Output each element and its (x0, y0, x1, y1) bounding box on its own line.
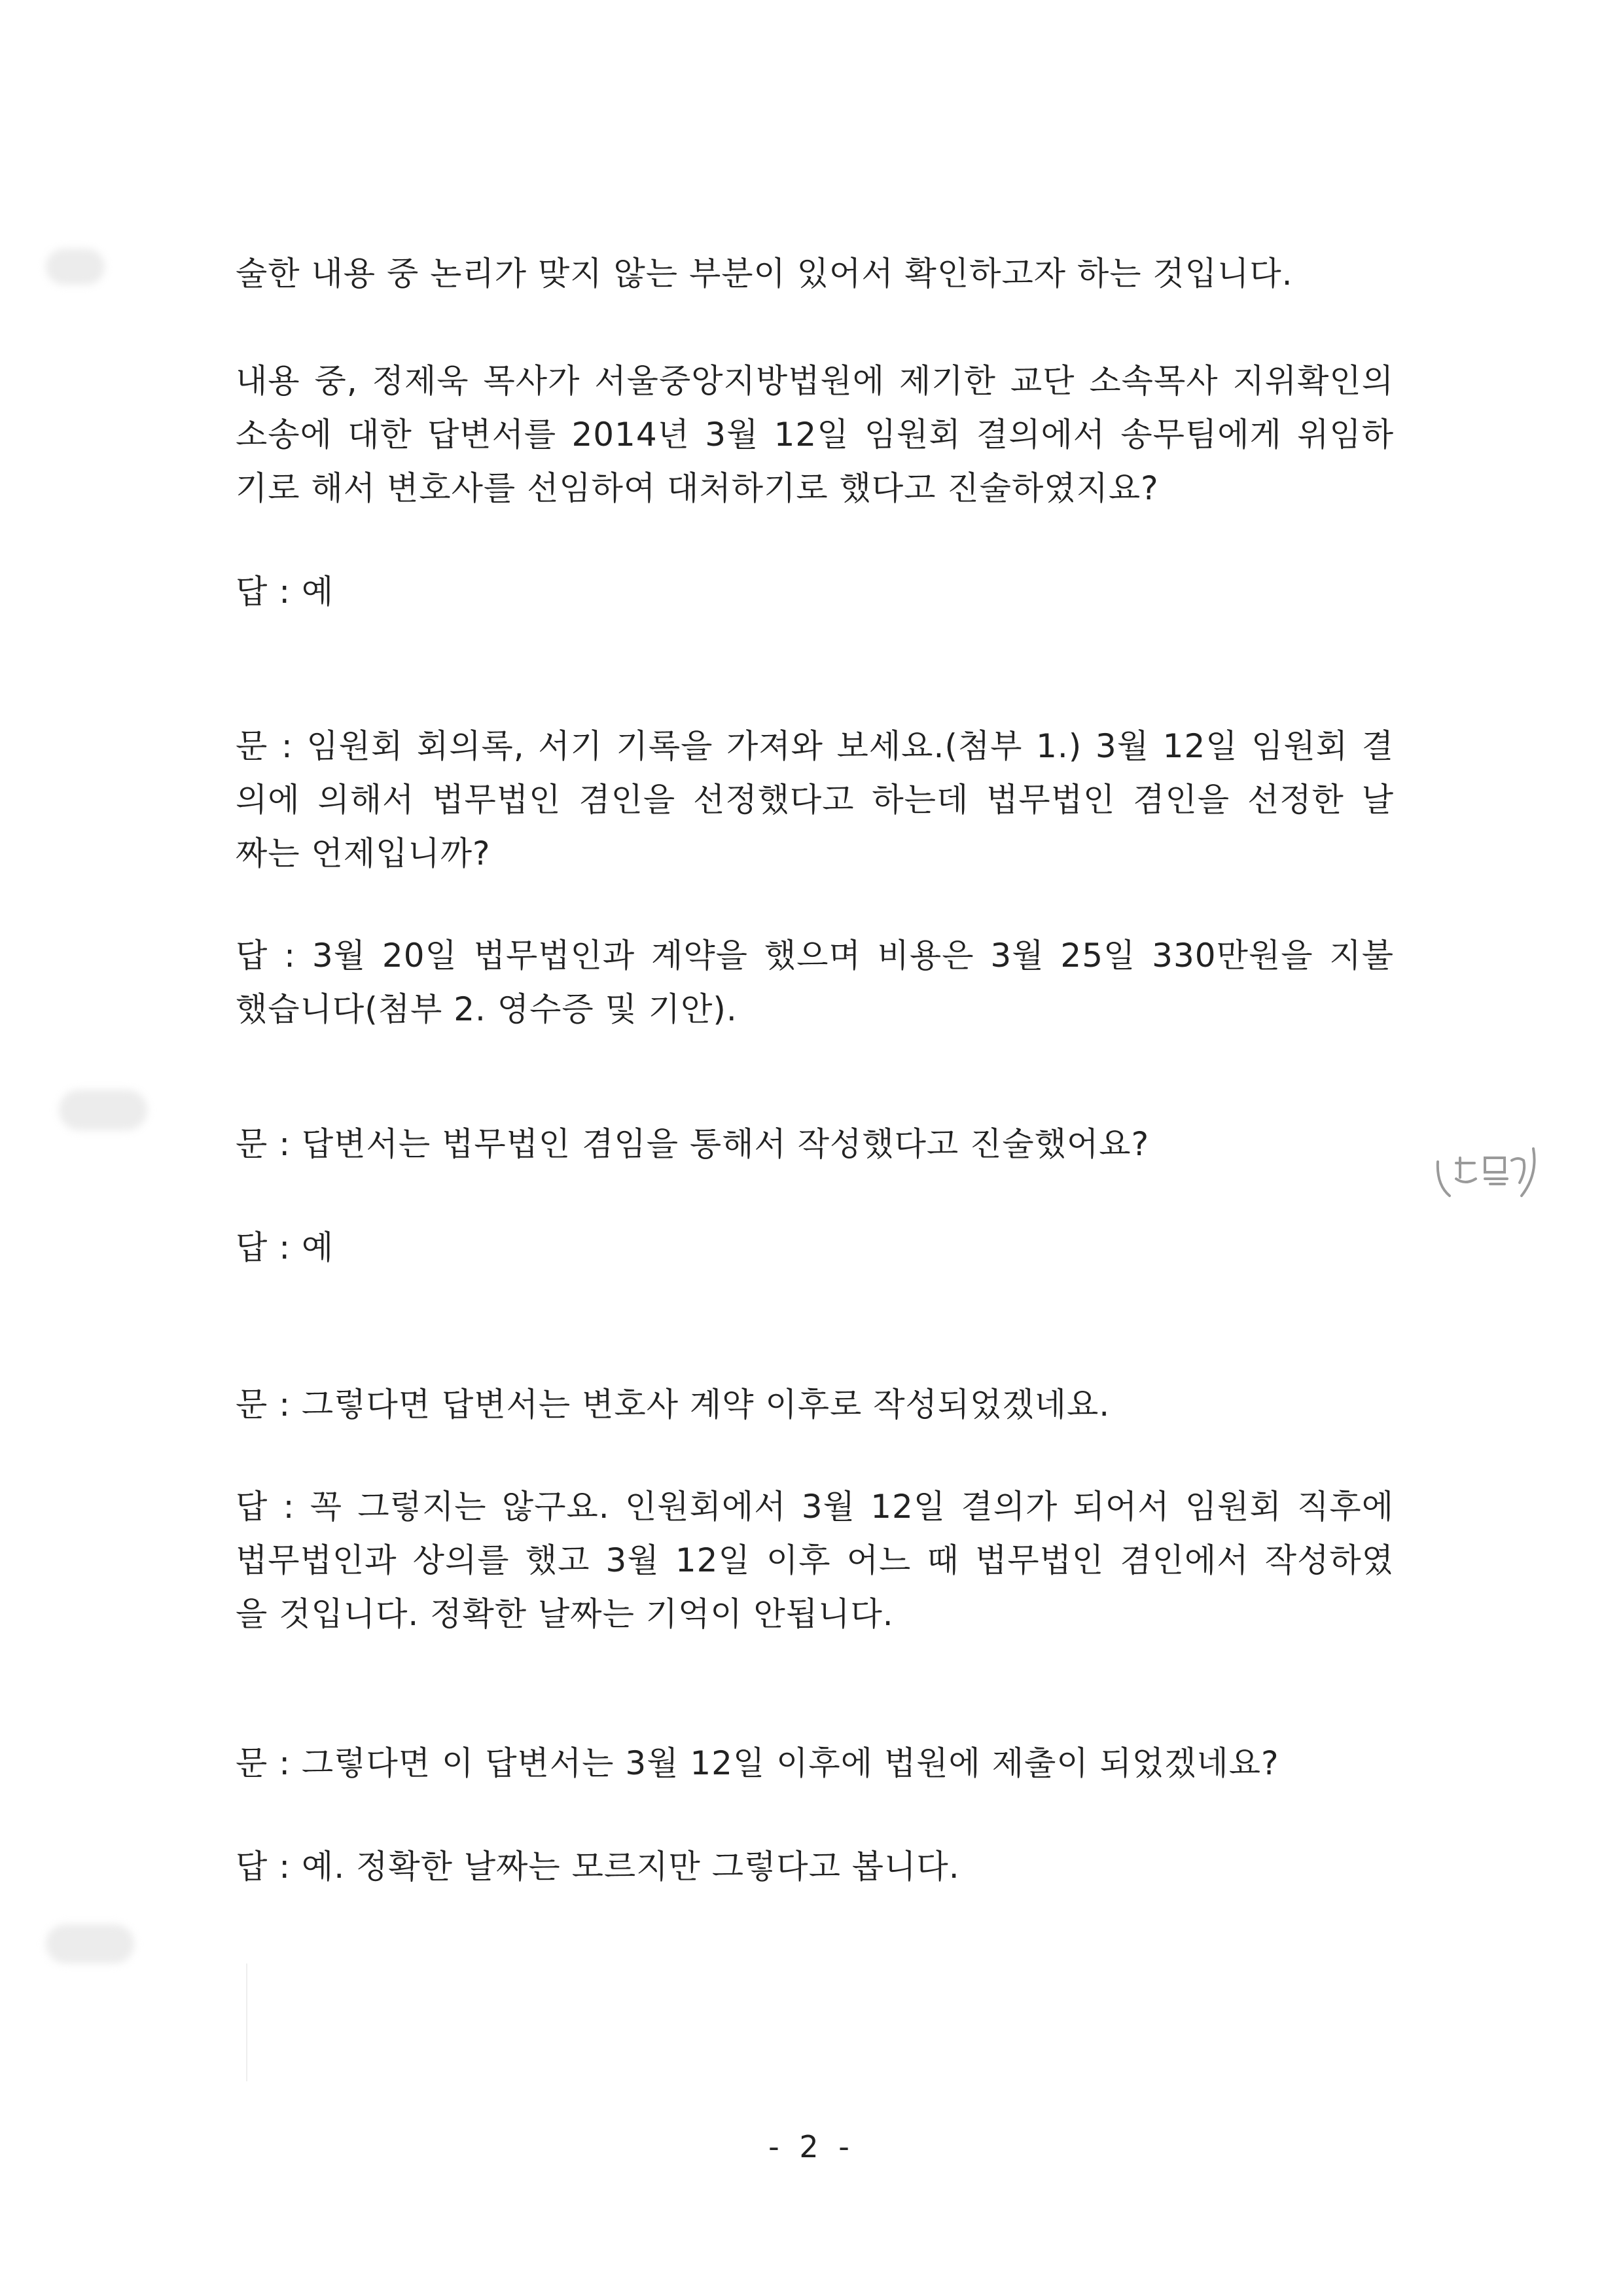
scan-margin-line (246, 1964, 247, 2081)
text-line: 의에 의해서 법무법인 겸인을 선정했다고 하는데 법무법인 겸인을 선정한 날 (236, 781, 1394, 819)
question-line: 문 : 답변서는 법무법인 겸임을 통해서 작성했다고 진술했어요? (236, 1125, 1150, 1163)
text-line: 했습니다(첨부 2. 영수증 및 기안). (236, 990, 738, 1028)
seal-stamp (1430, 1136, 1541, 1208)
answer-line: 답 : 예 (236, 1229, 334, 1266)
scan-smudge (59, 1090, 147, 1130)
text-line: 법무법인과 상의를 했고 3월 12일 이후 어느 때 법무법인 겸인에서 작성하였 (236, 1541, 1394, 1579)
answer-line: 답 : 꼭 그렇지는 않구요. 인원회에서 3월 12일 결의가 되어서 임원회 직후에 (236, 1488, 1394, 1526)
text-line: 을 것입니다. 정확한 날짜는 기억이 안됩니다. (236, 1595, 894, 1633)
question-line: 문 : 그렇다면 이 답변서는 3월 12일 이후에 법원에 제출이 되었겠네요? (236, 1744, 1279, 1782)
answer-line: 답 : 예. 정확한 날짜는 모르지만 그렇다고 봅니다. (236, 1848, 960, 1886)
scan-smudge (46, 249, 105, 285)
page-number: - 2 - (768, 2129, 855, 2164)
text-line: 소송에 대한 답변서를 2014년 3월 12일 임원회 결의에서 송무팀에게 위임하 (236, 416, 1394, 454)
text-line: 내용 중, 정제욱 목사가 서울중앙지방법원에 제기한 교단 소속목사 지위확인의 (236, 362, 1394, 400)
question-line: 문 : 그렇다면 답변서는 변호사 계약 이후로 작성되었겠네요. (236, 1386, 1111, 1424)
text-line: 짜는 언제입니까? (236, 834, 491, 872)
scan-smudge (46, 1924, 134, 1964)
text-line: 술한 내용 중 논리가 맞지 않는 부분이 있어서 확인하고자 하는 것입니다. (236, 255, 1293, 293)
question-line: 문 : 임원회 회의록, 서기 기록을 가져와 보세요.(첨부 1.) 3월 12일 임원회 결 (236, 727, 1394, 765)
answer-line: 답 : 3월 20일 법무법인과 계약을 했으며 비용은 3월 25일 330만원을 지불 (236, 937, 1394, 975)
answer-line: 답 : 예 (236, 573, 334, 611)
text-line: 기로 해서 변호사를 선임하여 대처하기로 했다고 진술하였지요? (236, 469, 1159, 507)
